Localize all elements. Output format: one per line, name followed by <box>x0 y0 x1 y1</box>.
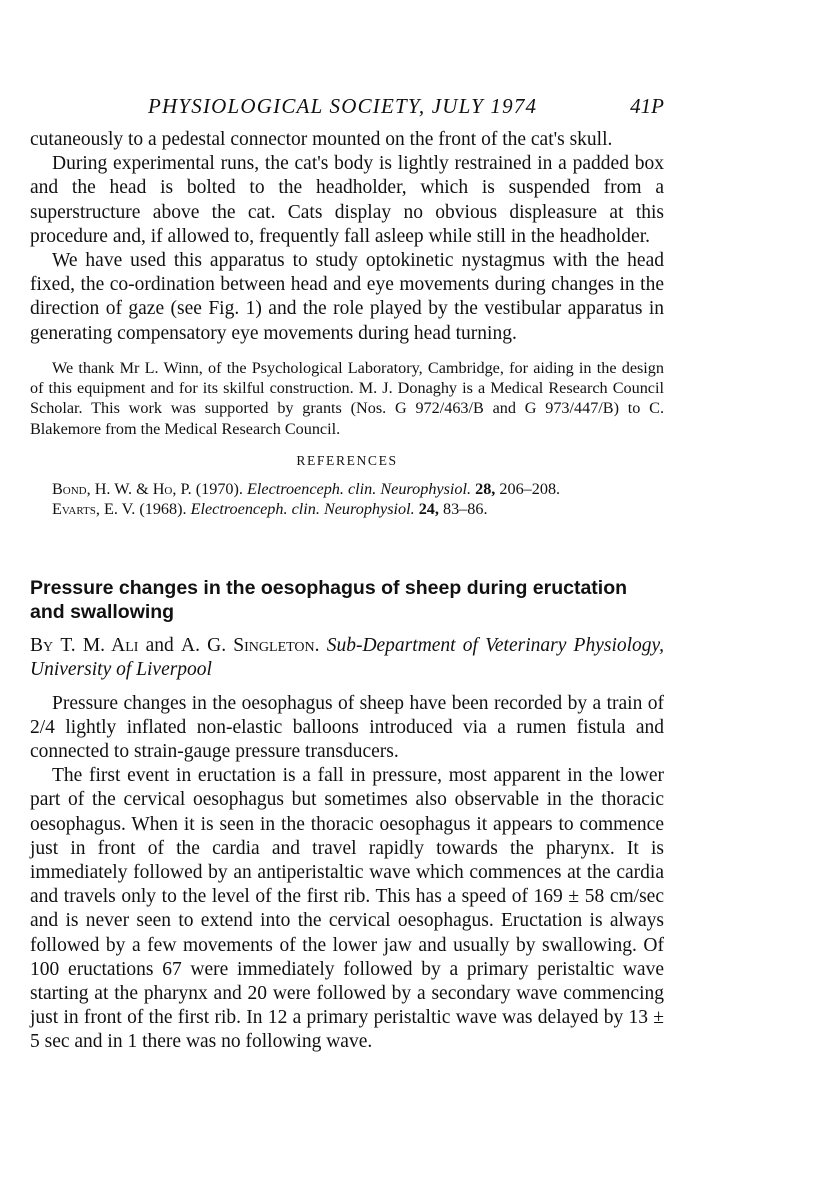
acknowledgement: We thank Mr L. Winn, of the Psychological Laboratory, Cambridge, for aiding in the design of this equipment and for its skilful construction. M. J. Donaghy is a Medical Research Council Scholar. This work was supported by grants (Nos. G 972/463/B and G 973/447/B) to C. Blakemore from the Medical Research Council. <box>30 358 664 438</box>
paragraph: We have used this apparatus to study optokinetic nystagmus with the head fixed, the co-ordination between head and eye movements during changes in the direction of gaze (see Fig. 1) and the role played by the vestibular apparatus in generating compensatory eye movements during head turning. <box>30 250 664 344</box>
paragraph: During experimental runs, the cat's body is lightly restrained in a padded box and the head is bolted to the headholder, which is suspended from a superstructure above the cat. Cats display no obvious displeasure at this procedure and, if allowed to, frequently fall asleep while still in the headholder. <box>30 153 664 247</box>
running-title: PHYSIOLOGICAL SOCIETY, JULY 1974 <box>148 94 538 118</box>
affiliation: Sub-Department of Veterinary Physiology, University of Liverpool <box>30 634 664 680</box>
byline <box>30 634 664 682</box>
reference-volume: 28, <box>475 480 496 499</box>
running-head <box>30 92 664 120</box>
references-heading: REFERENCES <box>296 453 398 469</box>
byline-prefix: By <box>30 634 54 656</box>
byline-and: and <box>145 634 174 656</box>
reference-journal: Electroenceph. clin. Neurophysiol. <box>247 480 472 499</box>
page-number: 41P <box>630 94 664 118</box>
article-title: Pressure changes in the oesophagus of sheep during eructation and swallowing <box>30 576 628 623</box>
reference-item <box>30 479 664 499</box>
reference-item <box>30 499 664 519</box>
page-body <box>30 128 664 1055</box>
reference-journal: Electroenceph. clin. Neurophysiol. <box>190 500 415 519</box>
reference-pages: 83–86. <box>442 500 488 519</box>
author-name: T. M. Ali <box>60 634 139 656</box>
reference-authors: Evarts, E. V. <box>52 500 136 519</box>
paragraph: Pressure changes in the oesophagus of sheep have been recorded by a train of 2/4 lightly inflated non-elastic balloons introduced via a rumen fistula and connected to strain-gauge pressure transducers. <box>30 692 664 763</box>
reference-year: (1970). <box>195 480 243 499</box>
reference-pages: 206–208. <box>499 480 561 499</box>
article-body <box>30 692 664 1055</box>
paragraph: The first event in eructation is a fall in pressure, most apparent in the lower part of the cervical oesophagus but sometimes also observable in the thoracic oesophagus. When it is seen in the thoracic oesophagus it appears to commence just in front of the cardia and travel rapidly towards the pharynx. It is immediately followed by an antiperistaltic wave which commences at the cardia and travels only to the level of the first rib. This has a speed of 169 ± 58 cm/sec and is never seen to extend into the cervical oesophagus. Eructation is always followed by a few movements of the lower jaw and usually by swallowing. Of 100 eructations 67 were immediately followed by a primary peristaltic wave starting at the pharynx and 20 were followed by a secondary wave commencing just in front of the first rib. In 12 a primary peristaltic wave was delayed by 13 ± 5 sec and in 1 there was no following wave. <box>30 765 664 1053</box>
reference-volume: 24, <box>418 500 439 519</box>
author-name: A. G. Singleton. <box>181 634 320 656</box>
reference-authors: Bond, H. W. & Ho, P. <box>52 480 192 499</box>
reference-year: (1968). <box>139 500 187 519</box>
paragraph-continued: cutaneously to a pedestal connector mounted on the front of the cat's skull. <box>30 129 613 150</box>
